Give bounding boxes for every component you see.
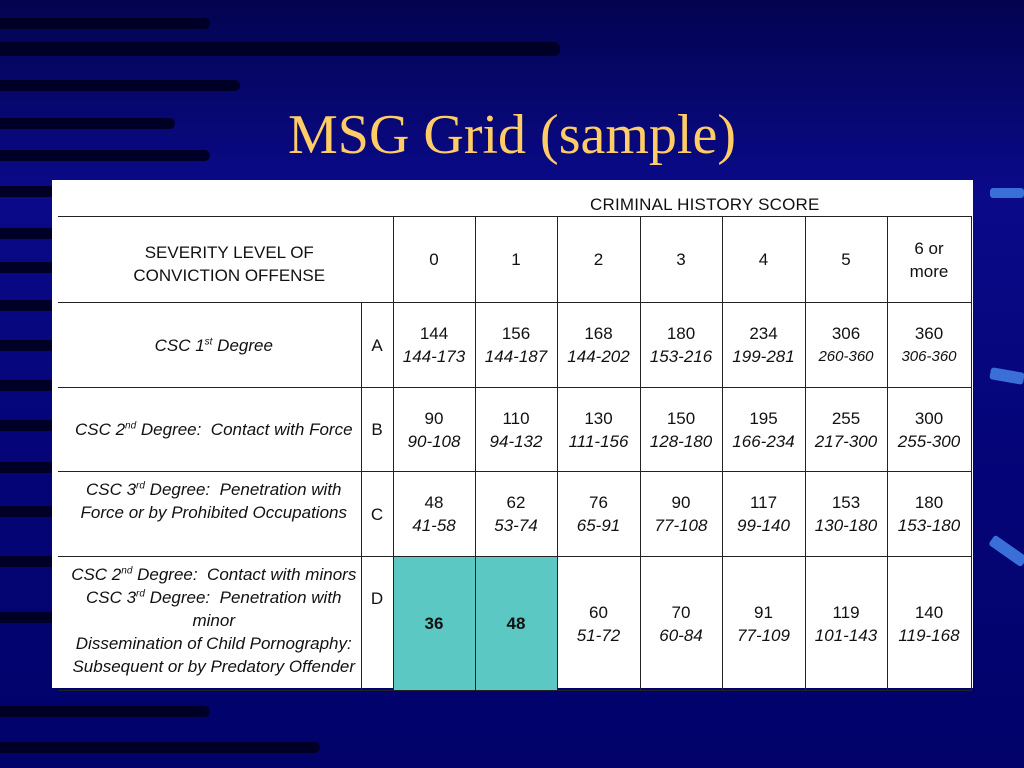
grid-cell [557,388,640,472]
cell-range: 99-140 [737,516,790,535]
grid-cell [640,303,722,388]
cell-value: 195 [749,408,778,428]
cell-range: 144-187 [484,347,548,366]
grid-cell [640,557,722,691]
cell-range: 65-91 [576,516,621,535]
desc-sup: st [204,335,213,347]
desc-text: Dissemination of Child Pornography: [75,634,352,653]
cell-value: 90 [671,493,691,512]
severity-level: D [361,557,393,691]
grid-cell [475,388,557,472]
bg-stripe [0,18,210,29]
cell-value: 153 [831,493,861,512]
cell-range: 153-216 [649,347,713,366]
cell-value: 140 [914,602,944,622]
desc-text: Subsequent or by Predatory Offender [72,657,356,676]
grid-cell [557,303,640,388]
bg-stripe [0,340,55,351]
cell-range: 144-173 [402,347,466,366]
grid-cell [805,472,887,557]
table-row [58,557,971,691]
cell-value: 48 [424,493,444,512]
cell-range: 166-234 [732,431,795,451]
desc-sup: rd [136,588,145,600]
score-header [887,217,971,303]
grid-cell [722,303,805,388]
bg-stripe [0,42,560,56]
sentencing-grid-table [58,216,972,691]
grid-cell [475,303,557,388]
cell-range: 199-281 [732,347,795,366]
accent-mark [988,535,1024,568]
cell-range: 153-180 [897,516,961,535]
desc-text: CSC 1 [154,335,205,355]
score-header-6-line1: 6 or [914,238,944,258]
score-header: 2 [557,217,640,303]
table-row [58,472,971,557]
cell-value: 130 [584,408,613,428]
cell-value: 300 [914,408,944,428]
cell-value: 180 [914,493,944,512]
desc-text: Degree: Penetration with [144,480,342,499]
cell-range: 111-156 [568,431,629,451]
table-row [58,388,971,472]
cell-value: 119 [832,602,860,622]
accent-mark [989,367,1024,385]
grid-cell [887,303,971,388]
severity-header [58,217,393,303]
bg-stripe [0,742,320,753]
cell-value: 70 [671,602,691,622]
cell-range: 60-84 [659,625,703,645]
desc-text: CSC 2 [71,565,122,584]
offense-description [58,557,361,691]
bg-stripe [0,706,210,717]
grid-cell [393,388,475,472]
cell-range: 144-202 [567,347,630,366]
cell-value: 110 [502,408,530,428]
cell-value: 90 [424,408,444,428]
grid-cell [887,557,971,691]
cell-value: 306 [831,324,861,343]
cell-range: 119-168 [898,625,960,645]
cell-value: 62 [506,493,526,512]
cell-range: 260-360 [818,348,874,365]
grid-cell [557,472,640,557]
grid-cell [640,472,722,557]
accent-mark [990,188,1024,198]
bg-stripe [0,420,55,431]
cell-value: 360 [914,324,944,343]
bg-stripe [0,80,240,91]
offense-description [58,472,361,557]
severity-level: A [361,303,393,388]
desc-text: minor [192,611,235,630]
offense-description [58,388,361,472]
bg-stripe [0,300,55,311]
offense-description [58,303,361,388]
cell-range: 53-74 [494,516,538,535]
cell-value: 180 [666,324,696,343]
cell-range: 130-180 [814,516,878,535]
grid-cell-highlighted [393,557,475,691]
bg-stripe [0,262,55,273]
cell-range: 217-300 [814,431,878,451]
bg-stripe [0,506,55,517]
desc-sup: rd [136,480,145,492]
desc-text: Degree: Contact with minors [132,565,357,584]
severity-level: B [361,388,393,472]
bg-stripe [0,612,55,623]
cell-value: 156 [501,324,531,343]
desc-sup: nd [125,420,137,432]
grid-cell [722,557,805,691]
grid-cell [722,388,805,472]
severity-level: C [361,472,393,557]
score-header: 0 [393,217,475,303]
grid-cell [475,472,557,557]
grid-cell [805,557,887,691]
desc-text: Degree: Penetration with [144,588,342,607]
cell-value: 76 [589,493,608,512]
cell-value: 48 [506,614,526,633]
grid-cell [805,303,887,388]
severity-header-line1: SEVERITY LEVEL OF [144,242,314,262]
desc-sup: nd [121,565,133,577]
grid-cell [640,388,722,472]
desc-text: CSC 3 [85,588,137,607]
bg-stripe [0,380,55,391]
cell-value: 91 [754,602,773,622]
desc-text: Force or by Prohibited Occupations [80,503,347,522]
cell-range: 255-300 [897,431,961,451]
grid-cell [393,472,475,557]
score-header: 1 [475,217,557,303]
grid-cell [887,388,971,472]
cell-value: 60 [589,602,608,622]
cell-range: 77-109 [737,625,790,645]
cell-value: 168 [584,324,613,343]
grid-cell-highlighted [475,557,557,691]
cell-range: 306-360 [901,348,957,365]
bg-stripe [0,556,55,567]
score-header-6-line2: more [909,261,949,281]
cell-value: 255 [831,408,861,428]
slide-title: MSG Grid (sample) [288,104,736,166]
score-header: 4 [722,217,805,303]
cell-value: 144 [419,324,449,343]
desc-text: CSC 3 [85,480,137,499]
cell-range: 77-108 [654,516,708,535]
score-header: 3 [640,217,722,303]
bg-stripe [0,186,60,197]
severity-header-line2: CONVICTION OFFENSE [133,265,326,285]
cell-range: 101-143 [814,625,878,645]
cell-value: 36 [424,614,444,633]
header-row [58,217,971,303]
cell-value: 150 [666,408,696,428]
cell-range: 94-132 [489,431,543,451]
table-row [58,303,971,388]
desc-text: CSC 2 [74,420,126,439]
cell-range: 90-108 [407,431,461,451]
cell-range: 51-72 [576,625,621,645]
grid-cell [722,472,805,557]
cell-value: 234 [749,324,778,343]
bg-stripe [0,462,55,473]
score-header: 5 [805,217,887,303]
cell-value: 117 [749,493,778,512]
desc-text: Degree [212,335,273,355]
grid-cell [557,557,640,691]
criminal-history-header: CRIMINAL HISTORY SCORE [590,195,820,214]
desc-text: Degree: Contact with Force [136,420,353,439]
cell-range: 128-180 [649,431,713,451]
grid-cell [393,303,475,388]
grid-cell [805,388,887,472]
bg-stripe [0,228,55,239]
cell-range: 41-58 [412,516,456,535]
grid-cell [887,472,971,557]
